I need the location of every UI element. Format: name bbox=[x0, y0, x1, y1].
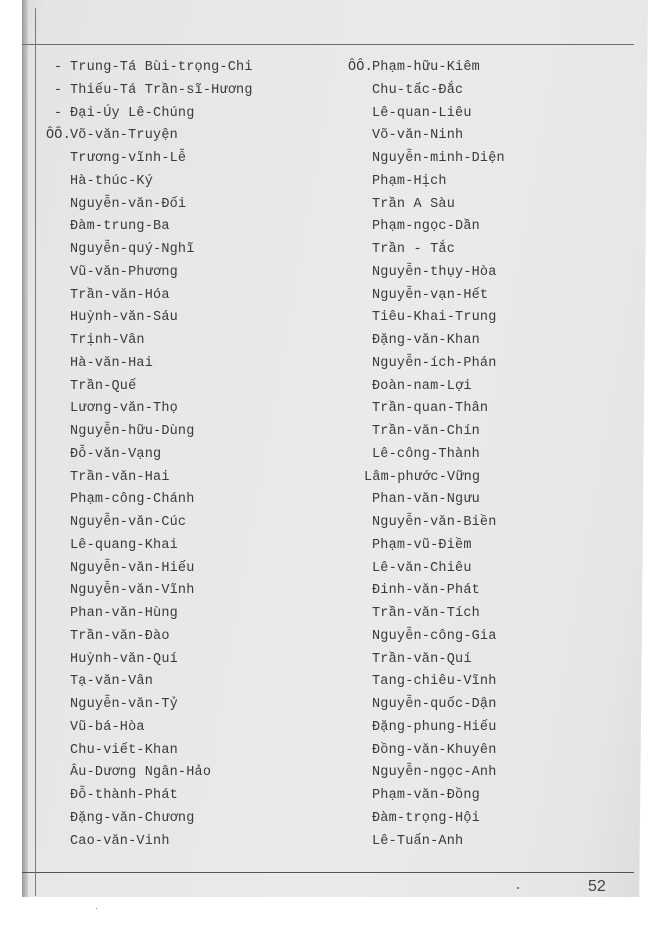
list-item bbox=[348, 808, 505, 831]
name-list-right-column bbox=[348, 57, 505, 853]
list-item bbox=[348, 740, 505, 763]
person-name: Đại-Úy Lê-Chúng bbox=[70, 105, 195, 121]
honorific-prefix bbox=[46, 376, 70, 399]
honorific-prefix bbox=[46, 421, 70, 444]
name-list-left-column bbox=[46, 57, 253, 853]
person-name: Võ-văn-Ninh bbox=[372, 128, 464, 144]
list-item bbox=[46, 580, 253, 603]
honorific-prefix bbox=[348, 216, 372, 239]
person-name: Huỳnh-văn-Sáu bbox=[70, 310, 178, 326]
honorific-prefix bbox=[348, 535, 372, 558]
honorific-prefix bbox=[348, 103, 372, 126]
list-item bbox=[348, 421, 505, 444]
person-name: Cao-văn-Vinh bbox=[70, 833, 170, 849]
list-item bbox=[46, 398, 253, 421]
person-name: Đinh-văn-Phát bbox=[372, 583, 480, 599]
page-number: 52 bbox=[588, 878, 606, 895]
honorific-prefix bbox=[348, 239, 372, 262]
honorific-prefix bbox=[348, 262, 372, 285]
person-name: Đồng-văn-Khuyên bbox=[372, 742, 497, 758]
honorific-prefix bbox=[46, 353, 70, 376]
honorific-prefix bbox=[46, 762, 70, 785]
person-name: Vũ-bá-Hòa bbox=[70, 719, 145, 735]
person-name: Nguyễn-minh-Diện bbox=[372, 151, 505, 166]
list-item bbox=[348, 785, 505, 808]
honorific-prefix bbox=[46, 580, 70, 603]
list-item bbox=[46, 626, 253, 649]
person-name: Chu-tấc-Đắc bbox=[372, 82, 464, 98]
person-name: Nguyễn-văn-Tỷ bbox=[70, 697, 178, 712]
list-item bbox=[348, 216, 505, 239]
honorific-prefix: ÔÔ. bbox=[46, 128, 71, 144]
list-item bbox=[348, 262, 505, 285]
list-item bbox=[46, 376, 253, 399]
list-item bbox=[348, 307, 505, 330]
person-name: Đỗ-văn-Vạng bbox=[70, 446, 162, 462]
person-name: Trương-vĩnh-Lễ bbox=[70, 151, 187, 166]
person-name: Nguyễn-văn-Đối bbox=[70, 196, 187, 212]
list-item bbox=[46, 216, 253, 239]
list-item bbox=[348, 125, 505, 148]
list-item bbox=[46, 444, 253, 467]
list-item bbox=[46, 103, 253, 126]
list-item bbox=[348, 649, 505, 672]
list-item bbox=[340, 467, 505, 490]
person-name: Nguyễn-hữu-Dùng bbox=[70, 424, 195, 439]
list-item bbox=[348, 762, 505, 785]
honorific-prefix bbox=[46, 626, 70, 649]
honorific-prefix: ÔÔ. bbox=[348, 60, 373, 75]
honorific-prefix bbox=[348, 171, 372, 194]
honorific-prefix bbox=[46, 808, 70, 831]
honorific-prefix bbox=[348, 558, 372, 581]
person-name: Trần-quan-Thân bbox=[372, 401, 489, 417]
honorific-prefix bbox=[46, 717, 70, 740]
honorific-prefix bbox=[348, 148, 372, 171]
honorific-prefix bbox=[46, 398, 70, 421]
honorific-prefix bbox=[46, 148, 70, 171]
honorific-prefix bbox=[348, 194, 372, 217]
honorific-prefix bbox=[348, 762, 372, 785]
bottom-margin-rule bbox=[22, 872, 634, 873]
person-name: Phạm-vũ-Điềm bbox=[372, 537, 472, 553]
person-name: Đặng-phung-Hiếu bbox=[372, 719, 497, 735]
person-name: Trần-Quế bbox=[70, 378, 137, 394]
list-item bbox=[348, 103, 505, 126]
honorific-prefix bbox=[348, 831, 372, 854]
list-item bbox=[348, 239, 505, 262]
person-name: Vũ-văn-Phương bbox=[70, 264, 178, 280]
person-name: Nguyễn-văn-Hiếu bbox=[70, 560, 195, 576]
honorific-prefix bbox=[46, 671, 70, 694]
person-name: Phạm-hữu-Kiêm bbox=[372, 60, 480, 75]
person-name: Trần-văn-Đào bbox=[70, 628, 170, 644]
honorific-prefix bbox=[348, 717, 372, 740]
list-item bbox=[46, 171, 253, 194]
left-margin-rule bbox=[35, 8, 36, 896]
list-item bbox=[46, 671, 253, 694]
honorific-prefix bbox=[348, 603, 372, 626]
person-name: Lê-văn-Chiêu bbox=[372, 560, 472, 576]
list-item bbox=[46, 57, 253, 80]
honorific-prefix bbox=[348, 785, 372, 808]
person-name: Phạm-công-Chánh bbox=[70, 492, 195, 508]
person-name: Âu-Dương Ngân-Hảo bbox=[70, 765, 212, 781]
list-item bbox=[46, 80, 253, 103]
list-item bbox=[348, 717, 505, 740]
honorific-prefix bbox=[348, 444, 372, 467]
person-name: Đàm-trọng-Hội bbox=[372, 810, 480, 826]
list-item bbox=[46, 603, 253, 626]
person-name: Nguyễn-quốc-Dận bbox=[372, 697, 497, 712]
list-item bbox=[46, 285, 253, 308]
person-name: Trần-văn-Tích bbox=[372, 606, 480, 621]
person-name: Võ-văn-Truyện bbox=[70, 128, 178, 144]
honorific-prefix bbox=[46, 512, 70, 535]
person-name: Đàm-trung-Ba bbox=[70, 219, 170, 235]
person-name: Nguyễn-vạn-Hết bbox=[372, 287, 489, 303]
honorific-prefix bbox=[348, 580, 372, 603]
list-item bbox=[46, 307, 253, 330]
person-name: Trần A Sàu bbox=[372, 196, 456, 212]
person-name: Trần-văn-Quí bbox=[372, 651, 472, 667]
honorific-prefix bbox=[46, 603, 70, 626]
person-name: Nguyễn-quý-Nghĩ bbox=[70, 242, 195, 257]
list-item bbox=[348, 353, 505, 376]
list-item bbox=[46, 740, 253, 763]
paper-speck bbox=[517, 887, 519, 889]
person-name: Lương-văn-Thọ bbox=[70, 401, 178, 417]
list-item bbox=[348, 626, 505, 649]
honorific-prefix bbox=[46, 467, 70, 490]
honorific-prefix bbox=[46, 649, 70, 672]
person-name: Trần-văn-Chín bbox=[372, 424, 480, 439]
person-name: Lê-công-Thành bbox=[372, 446, 480, 462]
person-name: Nguyễn-ngọc-Anh bbox=[372, 765, 497, 781]
person-name: Nguyễn-văn-Cúc bbox=[70, 515, 187, 530]
honorific-prefix bbox=[340, 467, 364, 490]
list-item bbox=[46, 194, 253, 217]
honorific-prefix bbox=[348, 808, 372, 831]
dash-bullet: - bbox=[54, 82, 63, 98]
honorific-prefix bbox=[46, 558, 70, 581]
person-name: Phan-văn-Hùng bbox=[70, 606, 178, 621]
person-name: Tạ-văn-Vân bbox=[70, 674, 154, 690]
list-item bbox=[46, 489, 253, 512]
person-name: Lê-Tuấn-Anh bbox=[372, 833, 464, 849]
honorific-prefix bbox=[348, 376, 372, 399]
list-item bbox=[46, 831, 253, 854]
list-item bbox=[46, 694, 253, 717]
person-name: Đặng-văn-Chương bbox=[70, 810, 195, 826]
honorific-prefix bbox=[46, 307, 70, 330]
dash-bullet: - bbox=[54, 60, 63, 75]
person-name: Đoàn-nam-Lợi bbox=[372, 378, 472, 394]
honorific-prefix bbox=[348, 626, 372, 649]
list-item bbox=[348, 80, 505, 103]
paper-speck bbox=[96, 908, 97, 909]
person-name: Nguyễn-công-Gia bbox=[372, 628, 497, 644]
list-item bbox=[348, 831, 505, 854]
list-item bbox=[348, 603, 505, 626]
dash-bullet: - bbox=[54, 105, 63, 121]
list-item bbox=[46, 148, 253, 171]
list-item bbox=[348, 57, 505, 80]
list-item bbox=[348, 580, 505, 603]
list-item bbox=[348, 285, 505, 308]
list-item bbox=[348, 444, 505, 467]
honorific-prefix bbox=[348, 353, 372, 376]
list-item bbox=[46, 512, 253, 535]
honorific-prefix bbox=[348, 671, 372, 694]
honorific-prefix bbox=[46, 216, 70, 239]
list-item bbox=[348, 194, 505, 217]
list-item bbox=[46, 785, 253, 808]
list-item bbox=[46, 421, 253, 444]
person-name: Nguyễn-thụy-Hòa bbox=[372, 264, 497, 280]
list-item bbox=[348, 671, 505, 694]
honorific-prefix bbox=[46, 171, 70, 194]
honorific-prefix bbox=[46, 831, 70, 854]
person-name: Nguyễn-văn-Biền bbox=[372, 515, 497, 530]
honorific-prefix bbox=[348, 740, 372, 763]
honorific-prefix bbox=[348, 80, 372, 103]
list-item bbox=[348, 330, 505, 353]
honorific-prefix bbox=[348, 285, 372, 308]
person-name: Trần-văn-Hai bbox=[70, 469, 170, 485]
list-item bbox=[46, 467, 253, 490]
list-item bbox=[348, 694, 505, 717]
list-item bbox=[46, 239, 253, 262]
list-item bbox=[348, 398, 505, 421]
honorific-prefix bbox=[46, 489, 70, 512]
honorific-prefix bbox=[348, 512, 372, 535]
honorific-prefix bbox=[46, 535, 70, 558]
list-item bbox=[348, 489, 505, 512]
person-name: Trung-Tá Bùi-trọng-Chi bbox=[70, 60, 253, 75]
list-item bbox=[46, 808, 253, 831]
list-item bbox=[46, 353, 253, 376]
list-item bbox=[46, 649, 253, 672]
list-item bbox=[348, 148, 505, 171]
honorific-prefix bbox=[46, 330, 70, 353]
person-name: Đặng-văn-Khan bbox=[372, 333, 480, 348]
person-name: Phan-văn-Ngưu bbox=[372, 492, 480, 508]
list-item bbox=[46, 558, 253, 581]
list-item bbox=[348, 171, 505, 194]
honorific-prefix bbox=[348, 649, 372, 672]
person-name: Nguyễn-văn-Vĩnh bbox=[70, 583, 195, 599]
honorific-prefix bbox=[46, 444, 70, 467]
person-name: Trần - Tắc bbox=[372, 242, 456, 257]
honorific-prefix bbox=[348, 398, 372, 421]
person-name: Lâm-phước-Vững bbox=[364, 469, 481, 485]
list-item bbox=[46, 262, 253, 285]
person-name: Đỗ-thành-Phát bbox=[70, 788, 178, 803]
honorific-prefix bbox=[348, 694, 372, 717]
top-margin-rule bbox=[22, 44, 634, 45]
person-name: Trịnh-Vân bbox=[70, 333, 145, 348]
honorific-prefix bbox=[46, 194, 70, 217]
page-binding-shadow bbox=[22, 0, 28, 897]
list-item bbox=[46, 535, 253, 558]
honorific-prefix bbox=[46, 285, 70, 308]
list-item bbox=[46, 330, 253, 353]
person-name: Tang-chiêu-Vĩnh bbox=[372, 674, 497, 690]
honorific-prefix bbox=[348, 489, 372, 512]
list-item bbox=[348, 376, 505, 399]
person-name: Phạm-văn-Đồng bbox=[372, 788, 480, 803]
person-name: Trần-văn-Hóa bbox=[70, 287, 170, 303]
honorific-prefix bbox=[46, 740, 70, 763]
honorific-prefix bbox=[348, 307, 372, 330]
person-name: Chu-viết-Khan bbox=[70, 742, 178, 758]
list-item bbox=[348, 535, 505, 558]
person-name: Lê-quang-Khai bbox=[70, 537, 178, 553]
person-name: Phạm-ngọc-Dần bbox=[372, 219, 480, 235]
honorific-prefix bbox=[348, 330, 372, 353]
list-item bbox=[46, 717, 253, 740]
person-name: Nguyễn-ích-Phán bbox=[372, 355, 497, 371]
list-item bbox=[46, 125, 253, 148]
honorific-prefix bbox=[46, 694, 70, 717]
honorific-prefix bbox=[348, 421, 372, 444]
person-name: Huỳnh-văn-Quí bbox=[70, 651, 178, 667]
list-item bbox=[348, 512, 505, 535]
honorific-prefix bbox=[348, 125, 372, 148]
person-name: Thiếu-Tá Trần-sĩ-Hương bbox=[70, 82, 253, 98]
person-name: Tiêu-Khai-Trung bbox=[372, 310, 497, 326]
person-name: Hà-văn-Hai bbox=[70, 355, 154, 371]
person-name: Phạm-Hịch bbox=[372, 173, 447, 189]
honorific-prefix bbox=[46, 239, 70, 262]
list-item bbox=[348, 558, 505, 581]
person-name: Hà-thúc-Ký bbox=[70, 173, 154, 189]
person-name: Lê-quan-Liêu bbox=[372, 105, 472, 121]
honorific-prefix bbox=[46, 262, 70, 285]
list-item bbox=[46, 762, 253, 785]
honorific-prefix bbox=[46, 785, 70, 808]
